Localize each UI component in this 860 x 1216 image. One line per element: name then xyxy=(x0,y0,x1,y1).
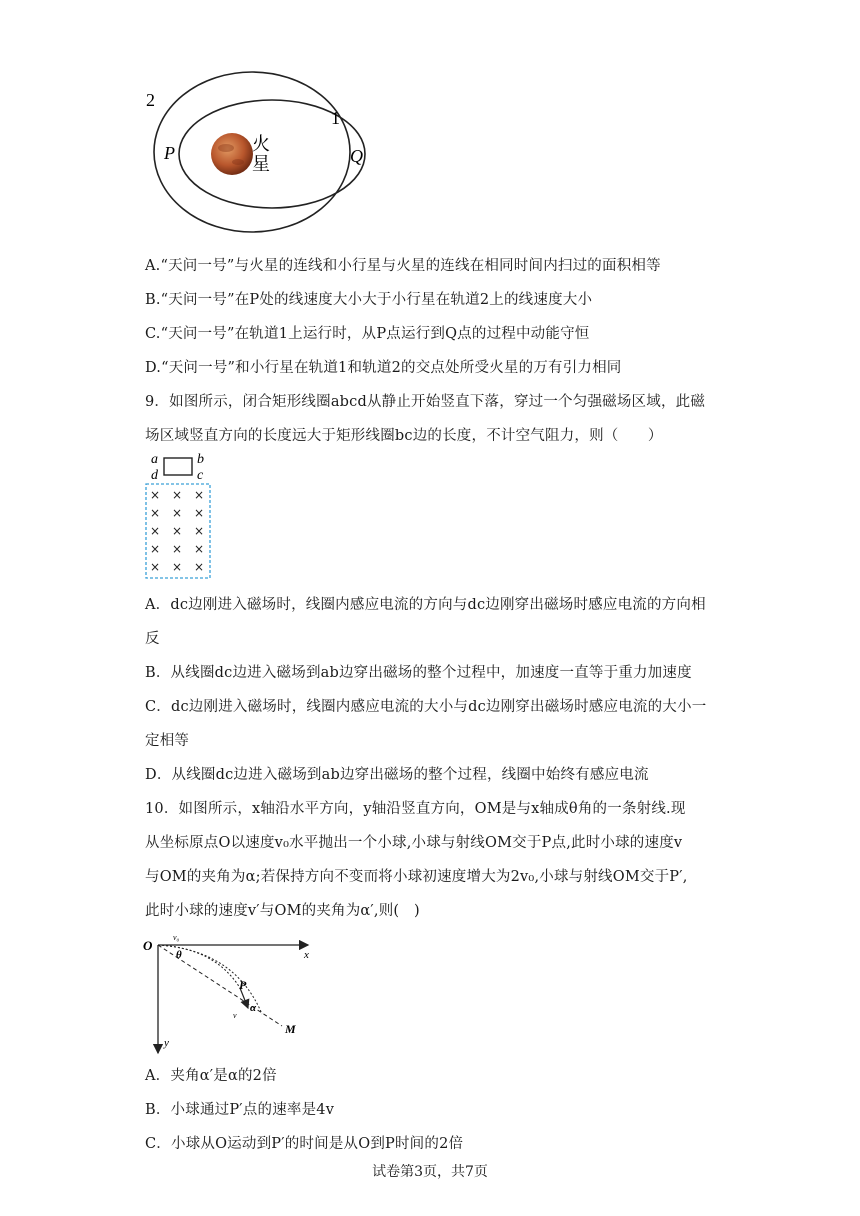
alpha-label: α xyxy=(250,1002,257,1014)
svg-text:×: × xyxy=(171,506,183,520)
point-q-label: Q xyxy=(350,146,363,166)
svg-text:×: × xyxy=(149,488,161,502)
q10-stem-line-3: 与OM的夹角为α;若保持方向不变而将小球初速度增大为2v₀,小球与射线OM交于P′, xyxy=(145,869,688,885)
q8-option-a: A.“天问一号”与火星的连线和小行星与火星的连线在相同时间内扫过的面积相等 xyxy=(145,258,661,274)
page-footer: 试卷第3页，共7页 xyxy=(372,1164,488,1180)
svg-text:×: × xyxy=(171,488,183,502)
q10-stem-line-4: 此时小球的速度v′与OM的夹角为α′,则( ) xyxy=(145,903,420,919)
svg-text:×: × xyxy=(149,560,161,574)
svg-text:×: × xyxy=(171,524,183,538)
mars-label-1: 火 xyxy=(252,134,270,155)
q8-option-b: B.“天问一号”在P处的线速度大小大于小行星在轨道2上的线速度大小 xyxy=(145,292,593,308)
q9-stem-line-1: 9．如图所示，闭合矩形线圈abcd从静止开始竖直下落，穿过一个匀强磁场区域，此磁 xyxy=(145,394,706,410)
svg-text:×: × xyxy=(193,560,205,574)
q10-stem-line-1: 10．如图所示，x轴沿水平方向，y轴沿竖直方向，OM是与x轴成θ角的一条射线.现 xyxy=(145,801,686,817)
point-m-label: M xyxy=(285,1022,296,1036)
svg-text:×: × xyxy=(149,542,161,556)
field-crosses xyxy=(150,488,204,574)
coil-label-a: a xyxy=(151,452,158,467)
origin-label: O xyxy=(143,938,153,953)
theta-label: θ xyxy=(176,949,182,961)
q10-stem-line-2: 从坐标原点O以速度v₀水平抛出一个小球,小球与射线OM交于P点,此时小球的速度v xyxy=(145,835,683,851)
q8-option-c: C.“天问一号”在轨道1上运行时，从P点运行到Q点的过程中动能守恒 xyxy=(145,326,590,342)
point-p-label: P xyxy=(164,143,175,163)
coil-label-b: b xyxy=(197,452,204,467)
q9-option-a-line-1: A．dc边刚进入磁场时，线圈内感应电流的方向与dc边刚穿出磁场时感应电流的方向相 xyxy=(145,597,706,613)
svg-text:×: × xyxy=(149,524,161,538)
q8-option-d: D.“天问一号”和小行星在轨道1和轨道2的交点处所受火星的万有引力相同 xyxy=(145,360,622,376)
svg-text:×: × xyxy=(193,506,205,520)
q9-option-a-line-2: 反 xyxy=(145,631,160,647)
trajectory-1 xyxy=(158,945,240,988)
svg-text:×: × xyxy=(171,560,183,574)
q10-option-b: B．小球通过P′点的速率是4v xyxy=(145,1102,335,1118)
v0-label: v₀ xyxy=(173,933,180,942)
coil-label-d: d xyxy=(151,468,158,483)
q9-option-c-line-2: 定相等 xyxy=(145,733,190,749)
q10-option-a: A．夹角α′是α的2倍 xyxy=(145,1068,277,1084)
v-label: v xyxy=(233,1011,237,1020)
q9-stem-line-2: 场区域竖直方向的长度远大于矩形线圈bc边的长度，不计空气阻力，则（ ） xyxy=(145,428,663,444)
q10-option-c: C．小球从O运动到P′的时间是从O到P时间的2倍 xyxy=(145,1136,464,1152)
svg-text:×: × xyxy=(171,542,183,556)
point-p-label: P xyxy=(239,978,247,992)
mars-planet-icon xyxy=(211,133,253,175)
svg-text:×: × xyxy=(193,524,205,538)
svg-text:×: × xyxy=(193,488,205,502)
orbit-figure xyxy=(140,70,380,240)
y-axis-label: y xyxy=(164,1037,169,1049)
q9-option-d: D．从线圈dc边进入磁场到ab边穿出磁场的整个过程，线圈中始终有感应电流 xyxy=(145,767,649,783)
q9-option-b: B．从线圈dc边进入磁场到ab边穿出磁场的整个过程中，加速度一直等于重力加速度 xyxy=(145,665,692,681)
coil-rectangle xyxy=(164,458,192,475)
orbit-label-2: 2 xyxy=(146,90,155,110)
svg-text:×: × xyxy=(149,506,161,520)
orbit-label-1: 1 xyxy=(331,108,340,128)
svg-text:×: × xyxy=(193,542,205,556)
q9-option-c-line-1: C．dc边刚进入磁场时，线圈内感应电流的大小与dc边刚穿出磁场时感应电流的大小一 xyxy=(145,699,707,715)
mars-label-2: 星 xyxy=(252,154,270,175)
coil-label-c: c xyxy=(197,468,204,483)
coil-field-figure xyxy=(140,446,220,586)
x-axis-label: x xyxy=(304,949,309,961)
projectile-figure xyxy=(140,928,320,1058)
